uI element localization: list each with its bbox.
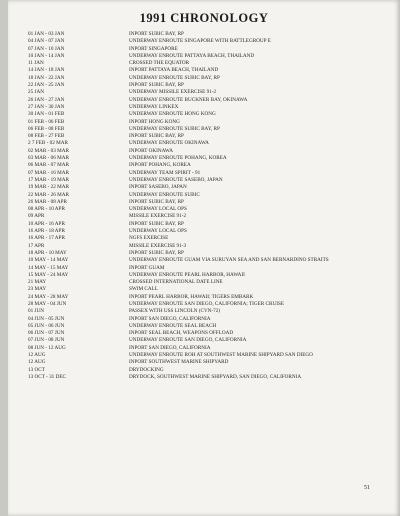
chronology-row bbox=[28, 155, 398, 162]
chronology-row bbox=[28, 75, 398, 82]
chronology-row bbox=[28, 257, 398, 264]
entry-date: 28 MAY - 04 JUN bbox=[28, 300, 67, 307]
entry-date: 24 MAY - 28 MAY bbox=[28, 293, 69, 300]
chronology-row bbox=[28, 206, 398, 213]
entry-event: UNDERWAY ENROUTE SEAL BEACH bbox=[129, 322, 217, 329]
chronology-row bbox=[28, 126, 398, 133]
entry-event: UNDERWAY ENROUTE BUCKNER BAY, OKINAWA bbox=[129, 96, 248, 103]
entry-event: UNDERWAY TEAM SPIRIT - 91 bbox=[129, 169, 201, 176]
entry-event: MISSILE EXERCISE 91-2 bbox=[129, 213, 187, 220]
entry-date: 11 JAN bbox=[28, 60, 44, 67]
entry-event: UNDERWAY ENROUTE PATTAYA BEACH, THAILAND bbox=[129, 52, 255, 59]
chronology-row bbox=[28, 67, 398, 74]
entry-date: 01 JAN - 03 JAN bbox=[28, 31, 65, 37]
entry-event: INPORT SEAL BEACH, WEAPONS OFFLOAD bbox=[129, 330, 234, 337]
chronology-row bbox=[28, 38, 398, 45]
entry-event: UNDERWAY ENROUTE SUBIC BAY, RP bbox=[129, 125, 220, 132]
entry-event: UNDERWAY ENROUTE POHANG, KOREA bbox=[129, 155, 227, 162]
chronology-row bbox=[28, 250, 398, 257]
entry-date: 17 APR bbox=[28, 242, 45, 249]
chronology-row bbox=[28, 177, 398, 184]
entry-date: 06 MAR - 07 MAR bbox=[28, 162, 69, 169]
entry-date: 10 JAN - 14 JAN bbox=[28, 52, 65, 59]
entry-date: 18 JAN - 22 JAN bbox=[28, 74, 65, 81]
entry-date: 04 JUN - 05 JUN bbox=[28, 315, 65, 322]
entry-event: UNDERWAY ENROUTE SUBIC bbox=[129, 191, 200, 198]
chronology-row bbox=[28, 97, 398, 104]
entry-event: INPORT SUBIC BAY, RP bbox=[129, 249, 184, 256]
entry-date: 19 MAR - 22 MAR bbox=[28, 184, 69, 191]
entry-date: 21 MAY bbox=[28, 279, 47, 286]
chronology-row bbox=[28, 323, 398, 330]
page-title: 1991 CHRONOLOGY bbox=[139, 11, 269, 25]
entry-event: INPORT PEARL HARBOR, HAWAII; TIGERS EMBARK bbox=[129, 293, 254, 300]
entry-event: UNDERWAY ENROUTE PEARL HARBOR, HAWAII bbox=[129, 271, 245, 278]
chronology-row bbox=[28, 345, 398, 352]
entry-event: UNDERWAY ENROUTE SASEBO, JAPAN bbox=[129, 176, 223, 183]
entry-date: 06 FEB - 08 FEB bbox=[28, 125, 65, 132]
entry-date: 17 MAR - 19 MAR bbox=[28, 176, 69, 183]
entry-date: 14 JAN - 18 JAN bbox=[28, 67, 65, 74]
chronology-row bbox=[28, 228, 398, 235]
entry-date: 05 JUN - 06 JUN bbox=[28, 322, 65, 329]
chronology-row bbox=[28, 301, 398, 308]
entry-event: CROSSED INTERNATIONAL DATE LINE bbox=[129, 279, 223, 286]
entry-date: 10 APR - 16 APR bbox=[28, 220, 65, 227]
entry-date: 23 MAY bbox=[28, 286, 47, 293]
entry-date: 12 AUG bbox=[28, 352, 46, 359]
entry-date: 16 APR - 17 APR bbox=[28, 235, 65, 242]
entry-date: 02 MAR - 03 MAR bbox=[28, 147, 69, 154]
entry-event: UNDERWAY ENROUTE SUBIC BAY, RP bbox=[129, 74, 220, 81]
chronology-row bbox=[28, 243, 398, 250]
entry-event: INPORT OKINAWA bbox=[129, 147, 173, 154]
entry-date: 08 JUN - 12 AUG bbox=[28, 344, 66, 351]
entry-date: 13 OCT - 31 DEC bbox=[28, 373, 66, 380]
entry-event: INPORT SOUTHWEST MARINE SHIPYARD bbox=[129, 359, 229, 366]
entry-date: 25 JAN bbox=[28, 89, 44, 96]
entry-date: 03 MAR - 06 MAR bbox=[28, 155, 69, 162]
chronology-row bbox=[28, 352, 398, 359]
entry-event: UNDERWAY ENROUTE SINGAPORE WITH BATTLEGROUP E bbox=[129, 38, 271, 45]
chronology-row bbox=[28, 265, 398, 272]
chronology-row bbox=[28, 330, 398, 337]
entry-event: DRYDOCK, SOUTHWEST MARINE SHIPYARD, SAN DIEGO, CALIFORNIA bbox=[129, 373, 302, 380]
chronology-row bbox=[28, 31, 398, 38]
chronology-row bbox=[28, 192, 398, 199]
entry-event: INPORT SINGAPORE bbox=[129, 45, 178, 52]
chronology-row bbox=[28, 337, 398, 344]
chronology-row bbox=[28, 316, 398, 323]
entry-date: 07 MAR - 16 MAR bbox=[28, 169, 69, 176]
entry-event: UNDERWAY LOCAL OPS bbox=[129, 206, 187, 213]
entry-date: 26 JAN - 27 JAN bbox=[28, 96, 65, 103]
entry-date: 12 AUG bbox=[28, 359, 46, 366]
chronology-row bbox=[28, 53, 398, 60]
entry-event: DRYDOCKING bbox=[129, 366, 164, 373]
chronology-row bbox=[28, 279, 398, 286]
chronology-row bbox=[28, 221, 398, 228]
entry-event: INPORT SAN DIEGO, CALIFORNIA bbox=[129, 315, 211, 322]
entry-date: 27 JAN - 30 JAN bbox=[28, 103, 65, 110]
chronology-row bbox=[28, 46, 398, 53]
entry-event: INPORT SAN DIEGO, CALIFORNIA bbox=[129, 344, 211, 351]
entry-date: 08 FEB - 27 FEB bbox=[28, 133, 65, 140]
entry-event: INPORT SUBIC BAY, RP bbox=[129, 220, 184, 227]
chronology-row bbox=[28, 60, 398, 67]
chronology-row bbox=[28, 162, 398, 169]
chronology-row bbox=[28, 213, 398, 220]
entry-date: 01 JUN bbox=[28, 308, 44, 315]
chronology-row bbox=[28, 148, 398, 155]
chronology-row bbox=[28, 184, 398, 191]
entry-event: MISSILE EXERCISE 91-3 bbox=[129, 242, 187, 249]
entry-event: INPORT SUBIC BAY, RP bbox=[129, 31, 184, 37]
chronology-row bbox=[28, 104, 398, 111]
entry-date: 18 APR - 10 MAY bbox=[28, 249, 67, 256]
entry-event: UNDERWAY ENROUTE GUAM VIA SURUYAN SEA AND SAN BERNARDINO STRAITS bbox=[129, 257, 329, 264]
entry-date: 22 MAR - 26 MAR bbox=[28, 191, 69, 198]
entry-date: 16 APR - 18 APR bbox=[28, 228, 65, 235]
entry-date: 2 7 FEB - 02 MAR bbox=[28, 140, 68, 147]
chronology-row bbox=[28, 286, 398, 293]
entry-event: INPORT GUAM bbox=[129, 264, 165, 271]
entry-date: 30 JAN - 01 FEB bbox=[28, 111, 65, 118]
entry-event: UNDERWAY LOCAL OPS bbox=[129, 228, 187, 235]
entry-event: UNDERWAY MISSILE EXERCISE 91-2 bbox=[129, 89, 217, 96]
entry-event: PASSEX WITH USS LINCOLN (CVN-72) bbox=[129, 308, 221, 315]
entry-event: INPORT PATTAYA BEACH, THAILAND bbox=[129, 67, 219, 74]
entry-event: UNDERWAY ENROUTE HONG KONG bbox=[129, 111, 216, 118]
entry-date: 26 MAR - 08 APR bbox=[28, 198, 67, 205]
entry-date: 10 MAY - 14 MAY bbox=[28, 257, 69, 264]
entry-event: INPORT SUBIC BAY, RP bbox=[129, 198, 184, 205]
entry-event: UNDERWAY ENROUTE ROH AT SOUTHWEST MARINE SHIPYARD SAN DIEGO bbox=[129, 352, 313, 359]
entry-event: INPORT SUBIC BAY, RP bbox=[129, 82, 184, 89]
chronology-row bbox=[28, 89, 398, 96]
entry-date: 09 APR bbox=[28, 213, 45, 220]
entry-date: 22 JAN - 25 JAN bbox=[28, 82, 65, 89]
chronology-row bbox=[28, 82, 398, 89]
chronology-row bbox=[28, 359, 398, 366]
entry-event: UNDERWAY ENROUTE SAN DIEGO, CALIFORNIA bbox=[129, 337, 247, 344]
entry-date: 06 JUN - 07 JUN bbox=[28, 330, 65, 337]
chronology-row bbox=[28, 140, 398, 147]
document-page bbox=[8, 0, 400, 516]
chronology-row bbox=[28, 111, 398, 118]
entry-date: 13 OCT bbox=[28, 366, 45, 373]
entry-event: INPORT SUBIC BAY, RP bbox=[129, 133, 184, 140]
entry-date: 04 JAN - 07 JAN bbox=[28, 38, 65, 45]
entry-date: 14 MAY - 15 MAY bbox=[28, 264, 69, 271]
entry-date: 15 MAY - 24 MAY bbox=[28, 271, 69, 278]
entry-date: 07 JAN - 10 JAN bbox=[28, 45, 65, 52]
entry-date: 07 JUN - 08 JUN bbox=[28, 337, 65, 344]
entry-event: CROSSED THE EQUATOR bbox=[129, 60, 190, 67]
entry-date: 01 FEB - 06 FEB bbox=[28, 118, 65, 125]
chronology-row bbox=[28, 374, 398, 381]
chronology-row bbox=[28, 235, 398, 242]
entry-event: UNDERWAY ENROUTE OKINAWA bbox=[129, 140, 209, 147]
entry-date: 08 APR - 10 APR bbox=[28, 206, 65, 213]
chronology-list bbox=[28, 31, 398, 381]
entry-event: INPORT HONG KONG bbox=[129, 118, 180, 125]
entry-event: INPORT POHANG, KOREA bbox=[129, 162, 191, 169]
chronology-row bbox=[28, 294, 398, 301]
entry-event: SWIM CALL bbox=[129, 286, 158, 293]
chronology-row bbox=[28, 119, 398, 126]
page-number: 51 bbox=[364, 485, 370, 491]
chronology-row bbox=[28, 133, 398, 140]
entry-event: INPORT SASEBO, JAPAN bbox=[129, 184, 187, 191]
chronology-row bbox=[28, 308, 398, 315]
entry-event: UNDERWAY LINKEX bbox=[129, 103, 179, 110]
chronology-row bbox=[28, 170, 398, 177]
entry-event: NGFS EXERCISE bbox=[129, 235, 169, 242]
entry-event: UNDERWAY ENROUTE SAN DIEGO, CALIFORNIA; TIGER CRUISE bbox=[129, 300, 284, 307]
chronology-row bbox=[28, 272, 398, 279]
chronology-row bbox=[28, 199, 398, 206]
chronology-row bbox=[28, 367, 398, 374]
